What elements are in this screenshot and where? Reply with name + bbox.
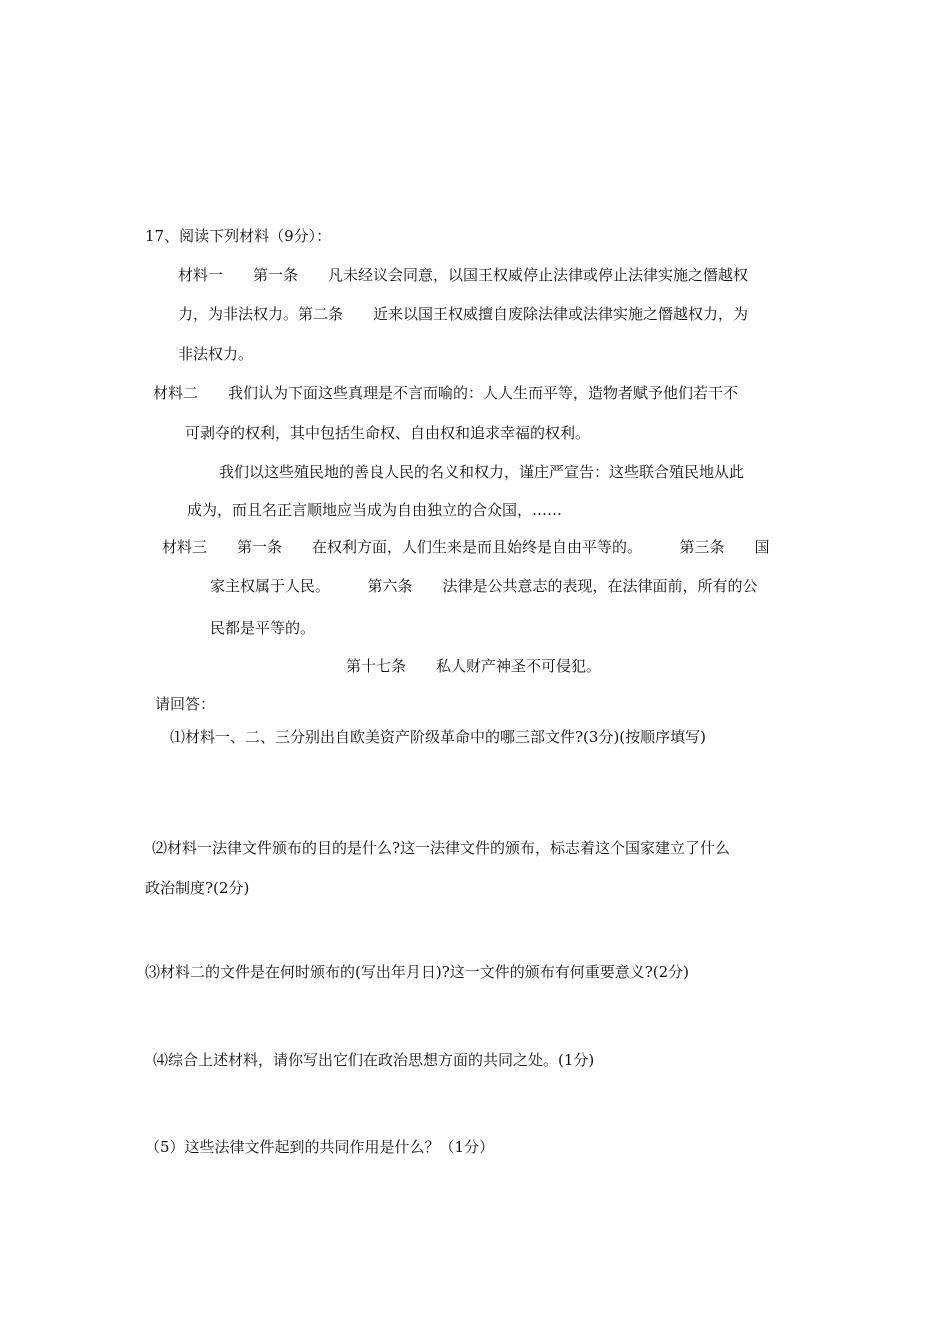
material3-line-4: 第十七条 私人财产神圣不可侵犯。 (346, 657, 602, 675)
answer-prompt: 请回答： (155, 695, 216, 713)
sub-question-2-cont: 政治制度?(2分) (145, 879, 250, 897)
material2-line-4: 成为，而且名正言顺地应当成为自由独立的合众国，…… (187, 501, 563, 519)
sub-question-5: （5）这些法律文件起到的共同作用是什么？（1分） (145, 1138, 495, 1156)
material1-line-1: 材料一 第一条 凡未经议会同意，以国王权威停止法律或停止法律实施之僭越权 (178, 266, 749, 284)
sub-question-2: ⑵材料一法律文件颁布的目的是什么?这一法律文件的颁布，标志着这个国家建立了什么 (152, 839, 731, 857)
material3-line-3: 民都是平等的。 (210, 619, 316, 637)
material1-line-2: 力，为非法权力。第二条 近来以国王权威擅自废除法律或法律实施之僭越权力，为 (178, 305, 749, 323)
material3-line-2: 家主权属于人民。 第六条 法律是公共意志的表现，在法律面前，所有的公 (210, 577, 758, 595)
material3-line-1: 材料三 第一条 在权利方面，人们生来是而且始终是自由平等的。 第三条 国 (162, 538, 770, 556)
question-heading: 17、阅读下列材料（9分）： (145, 227, 332, 245)
sub-question-4: ⑷综合上述材料，请你写出它们在政治思想方面的共同之处。(1分) (153, 1051, 595, 1069)
sub-question-1: ⑴材料一、二、三分别出自欧美资产阶级革命中的哪三部文件?(3分)(按顺序填写) (170, 728, 706, 746)
material2-line-3: 我们以这些殖民地的善良人民的名义和权力，谨庄严宣告：这些联合殖民地从此 (219, 463, 745, 481)
material2-line-1: 材料二 我们认为下面这些真理是不言而喻的：人人生而平等，造物者赋予他们若干不 (153, 384, 739, 402)
sub-question-3: ⑶材料二的文件是在何时颁布的(写出年月日)?这一文件的颁布有何重要意义?(2分) (145, 963, 690, 981)
material1-line-3: 非法权力。 (178, 345, 254, 363)
material2-line-2: 可剥夺的权利，其中包括生命权、自由权和追求幸福的权利。 (185, 424, 591, 442)
